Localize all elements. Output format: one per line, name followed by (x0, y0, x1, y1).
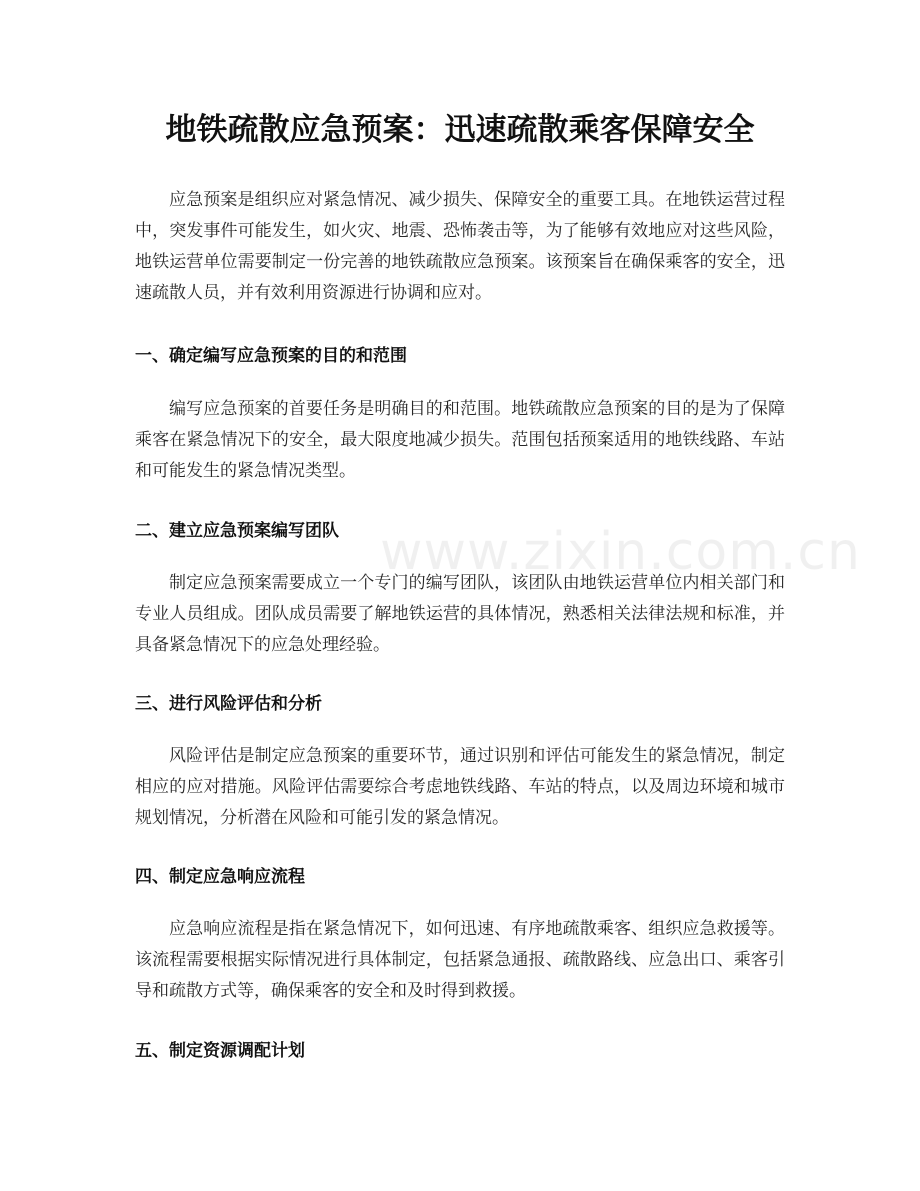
section-body-2: 制定应急预案需要成立一个专门的编写团队，该团队由地铁运营单位内相关部门和专业人员组成。团队成员需要了解地铁运营的具体情况，熟悉相关法律法规和标准，并具备紧急情况下的应急处理经验。 (135, 573, 785, 655)
watermark: www.zixin.com.cn (380, 522, 861, 582)
section-heading-3: 三、进行风险评估和分析 (135, 694, 322, 714)
intro-paragraph: 应急预案是组织应对紧急情况、减少损失、保障安全的重要工具。在地铁运营过程中，突发事件可能发生，如火灾、地震、恐怖袭击等，为了能够有效地应对这些风险，地铁运营单位需要制定一份完善的地铁疏散应急预案。该预案旨在确保乘客的安全，迅速疏散人员，并有效利用资源进行协调和应对。 (135, 190, 785, 303)
section-body-1: 编写应急预案的首要任务是明确目的和范围。地铁疏散应急预案的目的是为了保障乘客在紧急情况下的安全，最大限度地减少损失。范围包括预案适用的地铁线路、车站和可能发生的紧急情况类型。 (135, 399, 785, 481)
section-heading-4: 四、制定应急响应流程 (135, 867, 305, 887)
section-heading-5: 五、制定资源调配计划 (135, 1041, 305, 1061)
section-body-3: 风险评估是制定应急预案的重要环节，通过识别和评估可能发生的紧急情况，制定相应的应对措施。风险评估需要综合考虑地铁线路、车站的特点，以及周边环境和城市规划情况，分析潜在风险和可能引发的紧急情况。 (135, 746, 785, 828)
section-body-4: 应急响应流程是指在紧急情况下，如何迅速、有序地疏散乘客、组织应急救援等。该流程需要根据实际情况进行具体制定，包括紧急通报、疏散路线、应急出口、乘客引导和疏散方式等，确保乘客的安全和及时得到救援。 (135, 919, 785, 1001)
section-heading-2: 二、建立应急预案编写团队 (135, 521, 339, 541)
section-heading-1: 一、确定编写应急预案的目的和范围 (135, 346, 407, 366)
document-title: 地铁疏散应急预案：迅速疏散乘客保障安全 (165, 112, 755, 148)
